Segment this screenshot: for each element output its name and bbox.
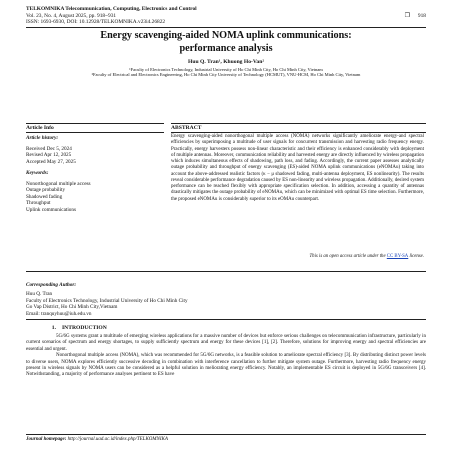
history-item: Received Dec 5, 2024 xyxy=(26,145,72,152)
abstract-heading-rule xyxy=(171,132,426,133)
corresponding-name: Huu Q. Tran xyxy=(26,291,53,298)
corresponding-address: Go Vap District, Ho Chi Minh City,Vietnam xyxy=(26,304,118,311)
journal-name: TELKOMNIKA Telecommunication, Computing, Electronics and Control xyxy=(26,6,197,12)
paper-title xyxy=(26,30,426,55)
header-divider xyxy=(26,27,426,28)
corresponding-heading: Corresponding Author: xyxy=(26,282,77,288)
keyword: Throughput xyxy=(26,200,51,207)
history-item: Revised Apr 12, 2025 xyxy=(26,152,72,159)
title-line: performance analysis xyxy=(179,42,273,54)
affiliation: ¹Faculty of Electronics Technology, Industrial University of Ho Chi Minh City, Ho Chi Minh City, Vietnam xyxy=(129,67,323,72)
section-title: INTRODUCTION xyxy=(62,325,107,331)
abstract-text: Energy scavenging-aided nonorthogonal multiple access (NOMA) networks significantly ameliorate energy-and spectral efficiencies by superimposing a multitude of user signals for concurrent transmission and harvesting radio frequency energy. Practically, energy harvesters possess non-linear characteristic and their efficiency is enhanced considerably with deployment of multiple antennas. Moreover, communication reliability and harvested energy are directly influenced by wireless propagation which induces simultaneous effects of shadowing, path loss, and fading. Accordingly, the current paper assesses analytically outage probability and throughput of energy scavenging (ES)-aided NOMA uplink communications (eNOMAu) taking into account the above-addressed realistic factors (κ − μ shadowed fading, multi-antenna deployment, ES nonlinearity). The results reveal considerable performance degradation caused by ES non-linearity and wireless propagation. Additionally, desired system performance can be reached flexibly with appropriate specification selection. In addition, accessing a quantity of antennas drastically mitigates the outage probability of eNOMAu, which can be minimized with optimal ES time selection. Furthermore, the proposed eNOMAu is considerably superior to its eOMAu counterpart. xyxy=(171,134,424,202)
history-label: Article history: xyxy=(26,135,59,141)
journal-header xyxy=(26,6,426,26)
history-item: Accepted May 27, 2025 xyxy=(26,158,76,165)
keyword: Shadowed fading xyxy=(26,193,63,200)
journal-footer xyxy=(26,437,168,442)
authors: Huu Q. Tran¹, Khuong Ho-Van² xyxy=(188,59,264,65)
license-link[interactable]: CC BY-SA xyxy=(386,254,409,259)
section-heading xyxy=(26,325,107,331)
introduction-body xyxy=(26,334,426,379)
article-info-heading-rule xyxy=(26,132,164,133)
title-line: Energy scavenging-aided NOMA uplink communications: xyxy=(100,30,352,41)
article-history xyxy=(26,135,164,165)
paragraph: Nonorthogonal multiple access (NOMA), which was recommended for 5G/6G networks, is a feasible solution to ameliorate spectral efficiency [3]. By distributing distinct power levels to diverse users, NOMA explores efficiently successive decoding in combination with interference cancellation to further mitigate system outage. Furthermore, harvesting radio frequency energy present in wireless signals by NOMA users can be considered as a helpful solution in meliorating energy efficiency. Notably, an implementable ES circuit is deployed in 5G/6G transceivers [4]. Notwithstanding, a majority of performance analyses pertinent to ES have xyxy=(26,353,426,378)
abstract-top-rule xyxy=(171,123,426,124)
license-line xyxy=(171,254,424,259)
issn-line: ISSN: 1693-6930, DOI: 10.12928/TELKOMNIKA.v23i4.26822 xyxy=(26,19,166,26)
open-access-icon: ❐ xyxy=(404,13,410,19)
license-suffix: license. xyxy=(409,254,424,259)
section-number: 1. xyxy=(51,325,56,331)
corresponding-email: Email: tranquyhuu@iuh.edu.vn xyxy=(26,310,92,317)
keyword: Uplink communications xyxy=(26,206,76,213)
affiliation: ²Faculty of Electrical and Electronics Engineering, Ho Chi Minh City University of Technology (HCMUT), VNU-HCM, Ho Chi Minh City, Vietnam xyxy=(91,72,361,78)
footer-rule xyxy=(26,434,426,435)
corresponding-rule xyxy=(26,319,426,320)
keywords-block xyxy=(26,170,164,214)
corresponding-address: Faculty of Electronics Technology, Industrial University of Ho Chi Minh City xyxy=(26,297,188,304)
license-prefix: This is an open access article under the xyxy=(309,254,386,259)
keyword: Outage probability xyxy=(26,187,66,194)
keyword: Nonorthogonal multiple access xyxy=(26,180,91,187)
keywords-label: Keywords: xyxy=(26,170,49,176)
footer-label: Journal homepage: xyxy=(26,437,67,442)
corresponding-author xyxy=(26,282,286,317)
affiliations xyxy=(40,67,412,78)
front-matter-rule xyxy=(26,271,426,272)
page-number: 918 xyxy=(417,13,426,19)
article-info-top-rule xyxy=(26,123,164,124)
volume-line: Vol. 23, No. 4, August 2025, pp. 918~931 xyxy=(26,12,117,19)
paragraph: 5G/6G systems grant a multitude of emerging wireless applications for a massive number of devices but enforce serious challenges on telecommunication infrastructure, particularly in current scenarios of spectrum and energy shortages, to supply sufficiently spectrum and energy for these devices [1], [2]. Therefore, solutions for improving energy and spectral efficiencies are essential and urgent. xyxy=(26,334,426,352)
journal-homepage-link[interactable]: http://journal.uad.ac.id/index.php/TELKOMNIKA xyxy=(67,437,168,442)
article-info-heading: Article Info xyxy=(26,125,54,131)
abstract-heading: ABSTRACT xyxy=(171,125,202,131)
